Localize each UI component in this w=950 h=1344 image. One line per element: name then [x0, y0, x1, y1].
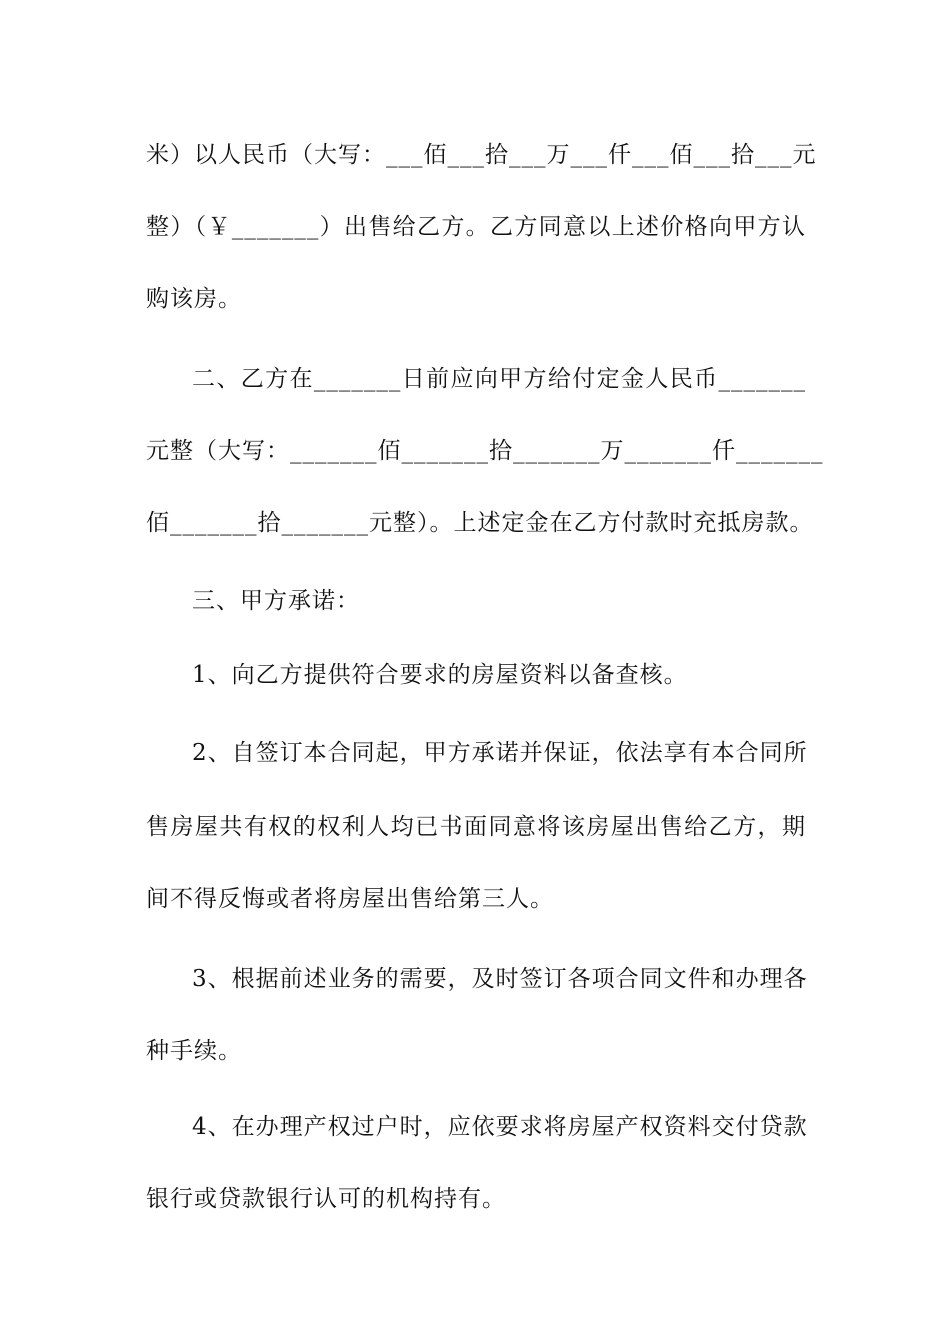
text-line: 种手续。 [146, 1038, 242, 1064]
text-line: 银行或贷款银行认可的机构持有。 [146, 1186, 506, 1212]
text-line: 佰_______拾_______元整）。上述定金在乙方付款时充抵房款。 [146, 510, 814, 536]
text-line: 间不得反悔或者将房屋出售给第三人。 [146, 886, 554, 912]
list-item: 2、自签订本合同起，甲方承诺并保证，依法享有本合同所 [192, 740, 808, 766]
text-line: 购该房。 [146, 286, 242, 312]
text-line: 整）（￥_______）出售给乙方。乙方同意以上述价格向甲方认 [146, 214, 806, 240]
list-item: 4、在办理产权过户时，应依要求将房屋产权资料交付贷款 [192, 1114, 808, 1140]
text-line: 售房屋共有权的权利人均已书面同意将该房屋出售给乙方，期 [146, 814, 806, 840]
list-item: 3、根据前述业务的需要，及时签订各项合同文件和办理各 [192, 966, 808, 992]
section-heading: 三、甲方承诺： [192, 588, 360, 614]
text-line: 米）以人民币（大写：___佰___拾___万___仟___佰___拾___元 [146, 142, 817, 168]
list-item: 1、向乙方提供符合要求的房屋资料以备查核。 [192, 662, 688, 688]
paragraph-start-line: 二、乙方在_______日前应向甲方给付定金人民币_______ [192, 366, 806, 392]
text-line: 元整（大写：_______佰_______拾_______万_______仟_______ [146, 438, 824, 464]
